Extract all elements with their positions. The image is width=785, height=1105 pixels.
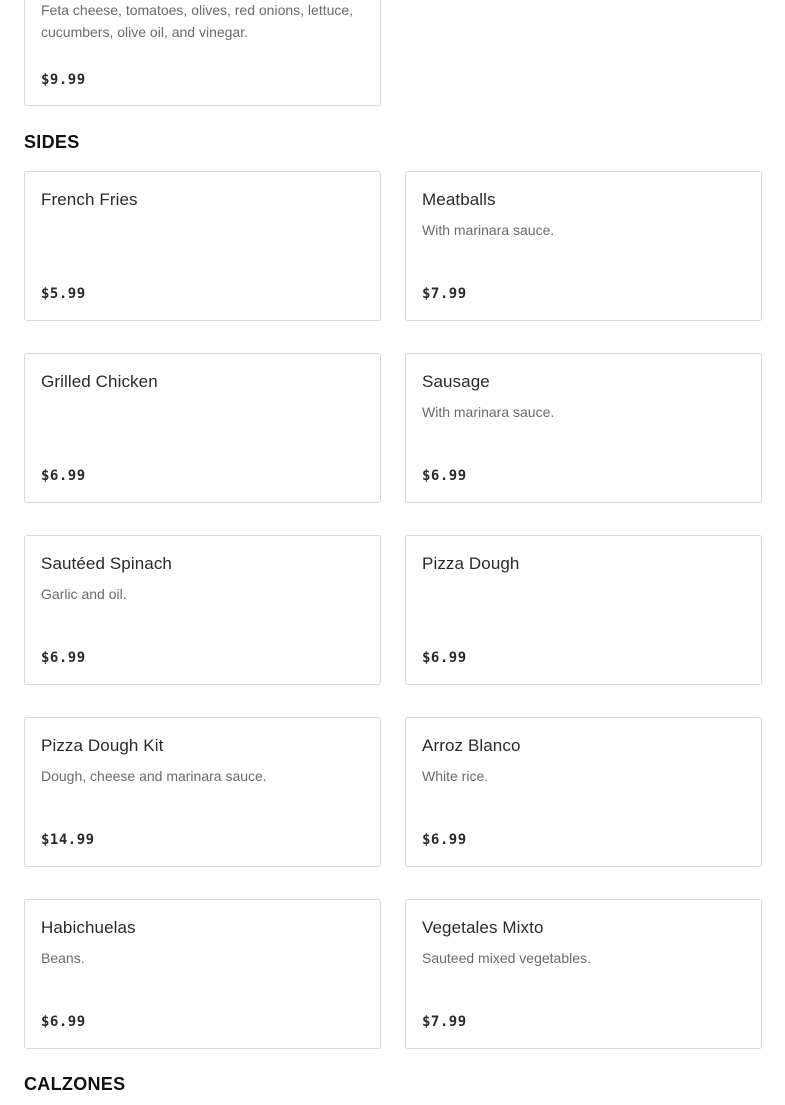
menu-item-description: Beans. bbox=[41, 950, 85, 966]
menu-item-card[interactable] bbox=[405, 717, 762, 867]
menu-item-price: $5.99 bbox=[41, 286, 86, 302]
menu-item-price: $14.99 bbox=[41, 832, 95, 848]
menu-item-card[interactable] bbox=[24, 353, 381, 503]
menu-item-price: $6.99 bbox=[422, 468, 467, 484]
menu-item-price: $6.99 bbox=[422, 832, 467, 848]
section-title-sides: SIDES bbox=[24, 132, 80, 152]
menu-item-description: Feta cheese, tomatoes, olives, red onions, lettuce, cucumbers, olive oil, and vinegar. bbox=[41, 2, 354, 40]
menu-item-description: Garlic and oil. bbox=[41, 586, 127, 602]
menu-item-description: With marinara sauce. bbox=[422, 404, 555, 420]
menu-item-name: French Fries bbox=[41, 190, 138, 209]
menu-item-card[interactable] bbox=[24, 535, 381, 685]
menu-item-card[interactable] bbox=[24, 0, 381, 106]
menu-item-card[interactable] bbox=[24, 717, 381, 867]
menu-item-name: Pizza Dough Kit bbox=[41, 736, 164, 755]
menu-item-name: Habichuelas bbox=[41, 918, 136, 937]
menu-item-price: $6.99 bbox=[41, 650, 86, 666]
menu-item-name: Sausage bbox=[422, 372, 490, 391]
menu-item-description: White rice. bbox=[422, 768, 489, 784]
menu-item-price: $9.99 bbox=[41, 72, 86, 88]
menu-item-card[interactable] bbox=[405, 353, 762, 503]
section-title-calzones: CALZONES bbox=[24, 1074, 126, 1094]
menu-item-price: $6.99 bbox=[41, 1014, 86, 1030]
menu-item-price: $7.99 bbox=[422, 286, 467, 302]
menu-item-description: Sauteed mixed vegetables. bbox=[422, 950, 591, 966]
menu-item-name: Pizza Dough bbox=[422, 554, 520, 573]
menu-item-card[interactable] bbox=[405, 899, 762, 1049]
menu-item-card[interactable] bbox=[405, 171, 762, 321]
menu-item-description: Dough, cheese and marinara sauce. bbox=[41, 768, 267, 784]
menu-item-name: Arroz Blanco bbox=[422, 736, 521, 755]
menu-item-name: Meatballs bbox=[422, 190, 496, 209]
menu-item-name: Vegetales Mixto bbox=[422, 918, 544, 937]
menu-item-price: $6.99 bbox=[422, 650, 467, 666]
menu-item-card[interactable] bbox=[24, 899, 381, 1049]
menu-item-price: $6.99 bbox=[41, 468, 86, 484]
menu-item-name: Grilled Chicken bbox=[41, 372, 158, 391]
menu-item-price: $7.99 bbox=[422, 1014, 467, 1030]
menu-item-card[interactable] bbox=[24, 171, 381, 321]
menu-item-name: Sautéed Spinach bbox=[41, 554, 172, 573]
menu-item-description: With marinara sauce. bbox=[422, 222, 555, 238]
menu-item-card[interactable] bbox=[405, 535, 762, 685]
